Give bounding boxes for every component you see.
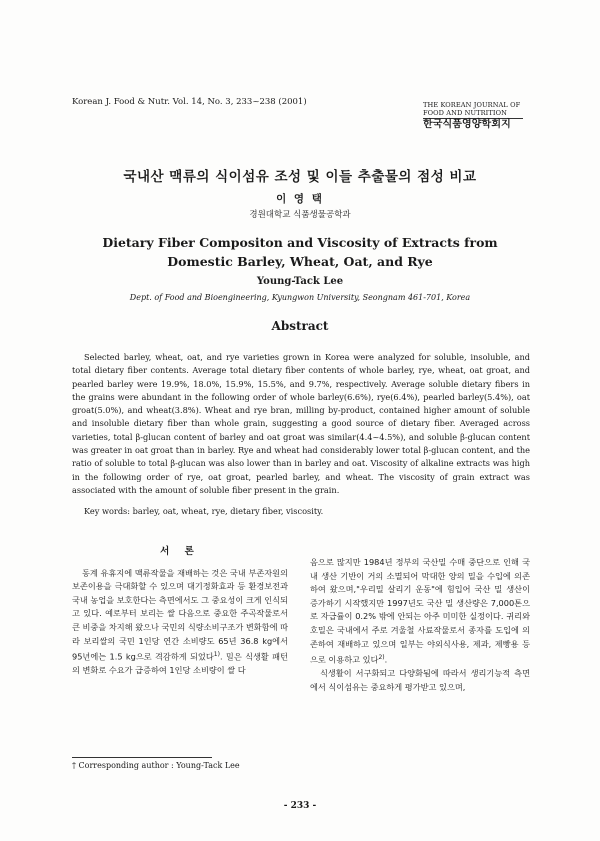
journal-name-line1: THE KOREAN JOURNAL OF [423,101,521,109]
title-english-line1: Dietary Fiber Compositon and Viscosity of Extracts from [102,235,498,250]
title-korean: 국내산 맥류의 식이섬유 조성 및 이들 추출물의 점성 비교 [123,169,477,185]
author-english: Young-Tack Lee [256,276,344,287]
intro-paragraph-1-cont [310,556,530,667]
intro-paragraph-1 [72,567,288,678]
citation: Korean J. Food & Nutr. Vol. 14, No. 3, 233~238 (2001) [72,97,307,107]
affiliation-english: Dept. of Food and Bioengineering, Kyungwon University, Seongnam 461-701, Korea [129,293,471,302]
abstract-heading: Abstract [271,319,329,333]
keywords: Key words: barley, oat, wheat, rye, dietary fiber, viscosity. [84,506,324,516]
intro-left-tail: . 밀은 식생활 패턴의 변화로 수요가 급증하여 1인당 소비량이 쌀 다 [72,651,289,676]
intro-left-column [72,545,288,678]
intro-left-text: 동계 유휴지에 맥류작물을 재배하는 것은 국내 부존자원의 보존이용을 극대화할 수 있으며 대기정화효과 등 환경보전과 국내 농업을 보호한다는 측면에서도 그 중요성이 크게 인식되고 있다. 예로부터 보리는 쌀 다음으로 중요한 주곡작물로서 큰 비중을 차지해 왔으나 국민의 식량소비구조가 변화함에 따라 보리쌀의 국민 1인당 연간 소비량도 65년 36.8 kg에서 95년에는 1.5 kg으로 격감하게 되었다 [72,567,288,662]
reference-2: 2) [378,654,385,662]
author-korean: 이 영 택 [276,193,324,205]
journal-name-line2: FOOD AND NUTRITION [423,109,507,117]
title-english-line2: Domestic Barley, Wheat, Oat, and Rye [167,254,433,269]
abstract-body: Selected barley, wheat, oat, and rye varieties grown in Korea were analyzed for soluble, insoluble, and total dietary fiber contents. Average total dietary fiber contents of whole barley, rye, wheat, oat groat, and pearled barley were 19.9%, 18.0%, 15.9%, 15.5%, and 9.7%, respectively. Average soluble dietary fibers in the grains were abundant in the following order of whole barley(6.6%), rye(6.4%), pearled barley(5.4%), oat groat(5.0%), and wheat(3.8%). Wheat and rye bran, milling by-product, contained higher amount of soluble and insoluble dietary fiber than whole grain, suggesting a good source of dietary fiber. Averaged across varieties, total β-glucan content of barley and oat groat was similar(4.4~4.5%), and soluble β-glucan content was greater in oat groat than in barley. Rye and wheat had considerably lower total β-glucan content, and the ratio of soluble to total β-glucan was also lower than in barley and oat. Viscosity of alkaline extracts was high in the following order of rye, oat groat, pearled barley, and wheat. The viscosity of grain extract was associated with the amount of soluble fiber present in the grain. [72,352,530,495]
intro-heading: 서 론 [160,546,200,557]
intro-right-column [310,556,530,695]
footnote: † Corresponding author : Young-Tack Lee [72,761,240,770]
page-number: - 233 - [283,801,317,811]
title-english [0,233,600,271]
footnote-divider [72,757,212,758]
journal-masthead [423,101,533,129]
reference-1: 1) [213,651,220,659]
journal-name-korean: 한국식품영양학회지 [423,119,511,130]
affiliation-korean: 경원대학교 식품생물공학과 [249,210,351,220]
intro-right-text: 음으로 많지만 1984년 정부의 국산밀 수매 중단으로 인해 국내 생산 기반이 거의 소멸되어 막대한 양의 밀을 수입에 의존하여 왔으며,"우리밀 살리기 운동"에 힘입어 국산 밀 생산이 증가하기 시작했지만 1997년도 국산 밀 생산량은 7,000톤으로 자급률이 0.2% 밖에 안되는 아주 미미한 실정이다. 귀리와 호밀은 국내에서 주로 겨울철 사료작물로서 종자를 도입에 의존하여 재배하고 있으며 일부는 야외식사용, 제과, 제빵용 등으로 이용하고 있다 [310,557,530,665]
intro-right-tail: . [384,654,388,665]
intro-paragraph-2: 식생활이 서구화되고 다양화됨에 따라서 생리기능적 측면에서 식이섬유는 중요하게 평가받고 있으며, [310,668,530,693]
